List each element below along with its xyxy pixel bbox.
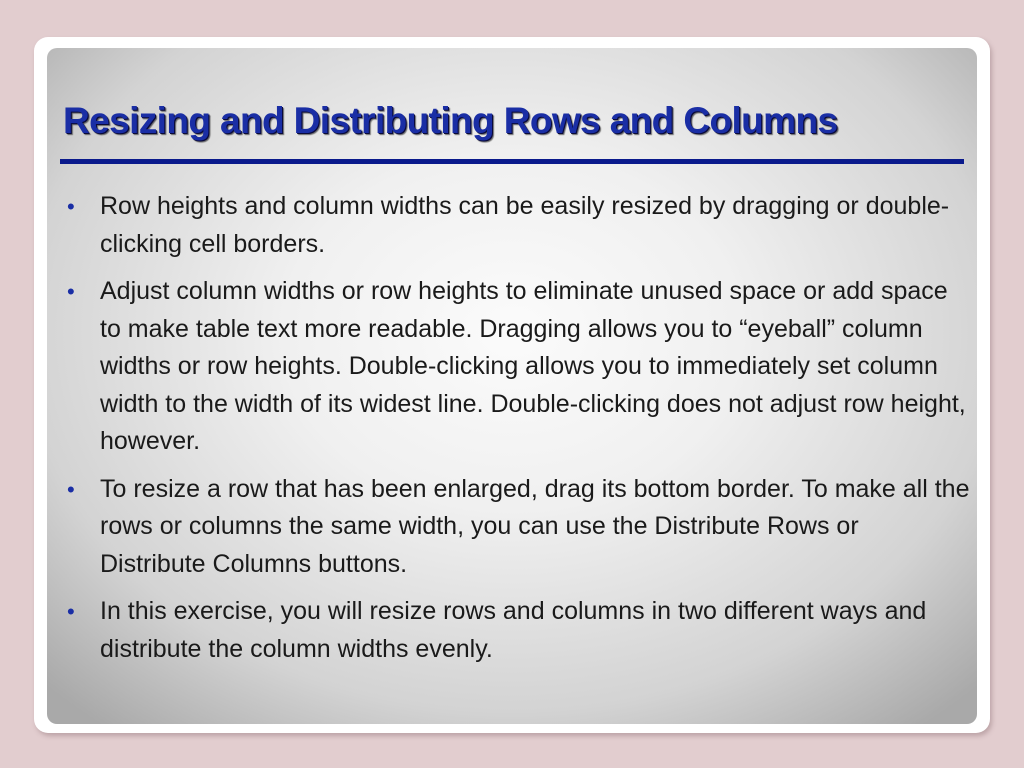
bullet-icon: • (67, 476, 75, 502)
title-divider (60, 159, 964, 164)
bullet-text: To resize a row that has been enlarged, drag its bottom border. To make all the rows or columns the same width, you can use the Distribute Rows or Distribute Columns buttons. (100, 474, 970, 578)
bullet-item (65, 471, 970, 584)
bullet-icon: • (67, 279, 75, 304)
bullet-text: Row heights and column widths can be easily resized by dragging or double-clicking cell borders. (100, 192, 950, 258)
bullet-text: In this exercise, you will resize rows and columns in two different ways and distribute the column widths evenly. (100, 597, 927, 663)
bullet-icon: • (67, 599, 75, 624)
slide-title: Resizing and Distributing Rows and Columns (63, 100, 838, 141)
bullet-item (65, 188, 970, 263)
bullet-list (65, 188, 970, 678)
bullet-icon: • (67, 194, 75, 219)
bullet-item (65, 273, 970, 461)
bullet-text: Adjust column widths or row heights to eliminate unused space or add space to make table text more readable. Dragging allows you to “eyeball” column widths or row heights. Double-clicking allows you to immediately set column width to the width of its widest line. Double-clicking does not adjust row height, however. (100, 277, 966, 455)
slide (47, 48, 977, 724)
bullet-item (65, 593, 970, 668)
